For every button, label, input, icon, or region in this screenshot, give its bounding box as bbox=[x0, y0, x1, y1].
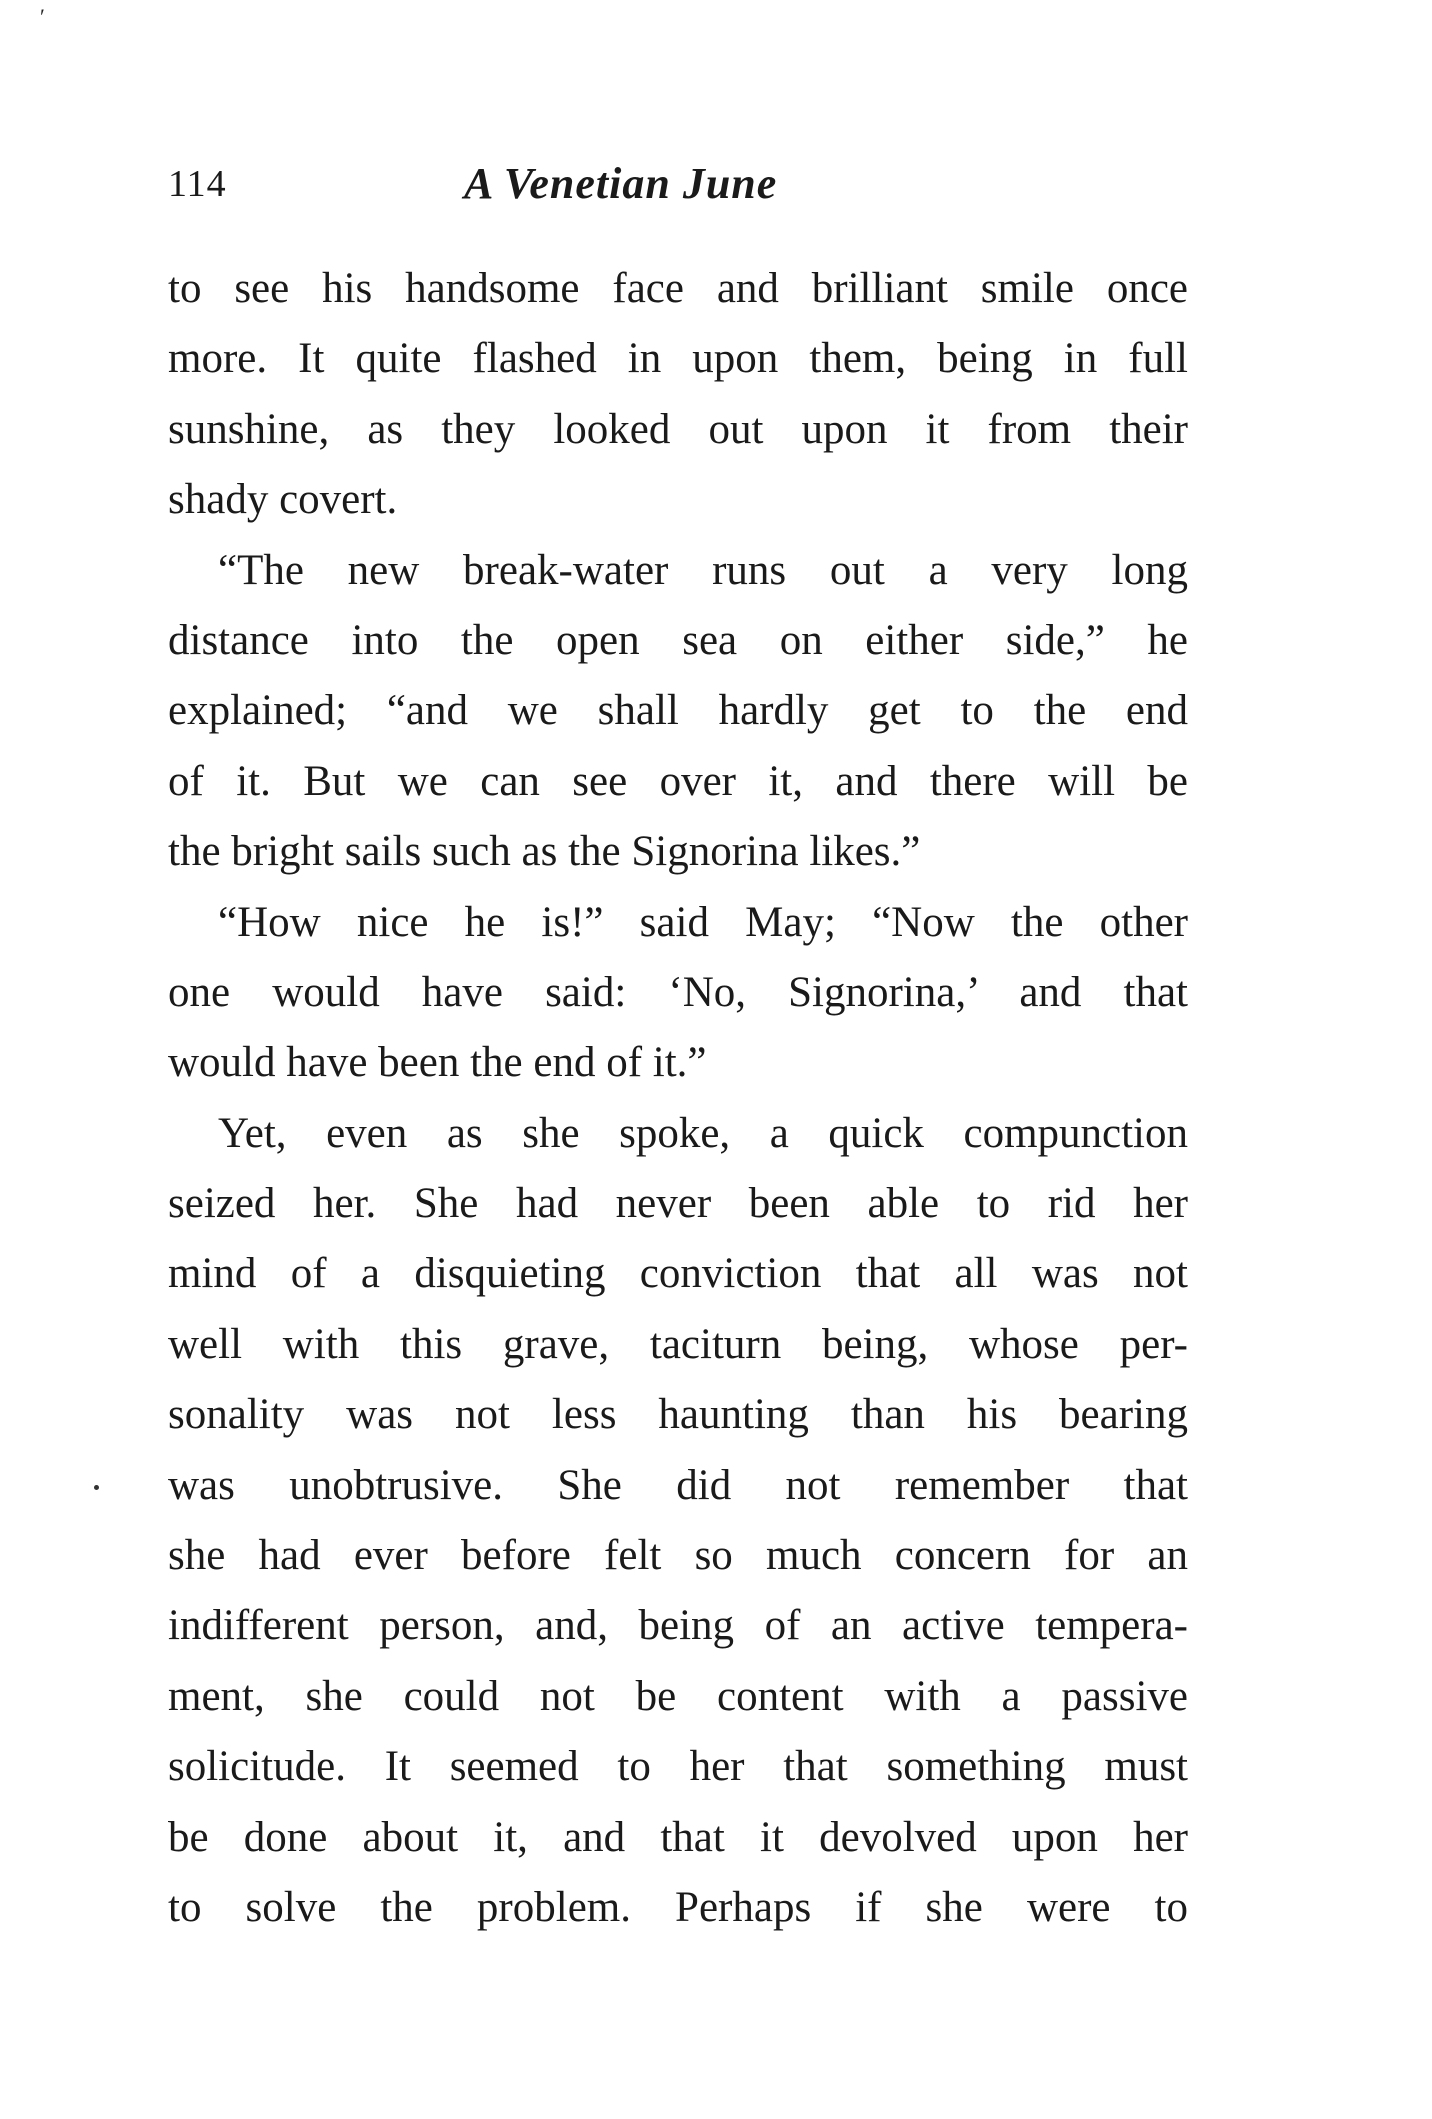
stray-mark: ′ bbox=[40, 4, 45, 29]
text-line: to solve the problem. Perhaps if she were to bbox=[168, 1883, 1188, 1931]
text-line: indifferent person, and, being of an active tempera- bbox=[168, 1602, 1188, 1650]
text-line: sonality was not less haunting than his bearing bbox=[168, 1391, 1188, 1439]
text-line: sunshine, as they looked out upon it from their bbox=[168, 405, 1188, 453]
body-text bbox=[168, 254, 1188, 1943]
text-line: well with this grave, taciturn being, whose per- bbox=[168, 1320, 1188, 1368]
text-line: more. It quite flashed in upon them, being in full bbox=[168, 335, 1188, 383]
text-line: be done about it, and that it devolved upon her bbox=[168, 1813, 1188, 1861]
stray-dot bbox=[94, 1485, 99, 1490]
running-title: A Venetian June bbox=[464, 159, 778, 208]
text-line: Yet, even as she spoke, a quick compunction bbox=[218, 1109, 1188, 1157]
text-line: “The new break-water runs out a very long bbox=[218, 546, 1188, 594]
text-line: of it. But we can see over it, and there will be bbox=[168, 757, 1188, 805]
text-line: the bright sails such as the Signorina likes.” bbox=[168, 828, 921, 876]
text-line: she had ever before felt so much concern for an bbox=[168, 1532, 1188, 1580]
page-header bbox=[168, 158, 1188, 218]
text-line: would have been the end of it.” bbox=[168, 1039, 707, 1087]
text-line: ment, she could not be content with a passive bbox=[168, 1672, 1188, 1720]
text-line: shady covert. bbox=[168, 476, 398, 524]
text-line: solicitude. It seemed to her that something must bbox=[168, 1743, 1188, 1791]
text-line: one would have said: ‘No, Signorina,’ and that bbox=[168, 968, 1188, 1016]
text-line: mind of a disquieting conviction that all was not bbox=[168, 1250, 1188, 1298]
text-line: to see his handsome face and brilliant smile once bbox=[168, 265, 1188, 312]
text-line: seized her. She had never been able to rid her bbox=[168, 1180, 1188, 1228]
page-number: 114 bbox=[168, 163, 227, 205]
text-line: “How nice he is!” said May; “Now the other bbox=[218, 898, 1188, 946]
text-line: distance into the open sea on either side,” he bbox=[168, 616, 1188, 664]
text-line: explained; “and we shall hardly get to the end bbox=[168, 687, 1188, 735]
text-line: was unobtrusive. She did not remember that bbox=[168, 1461, 1188, 1509]
